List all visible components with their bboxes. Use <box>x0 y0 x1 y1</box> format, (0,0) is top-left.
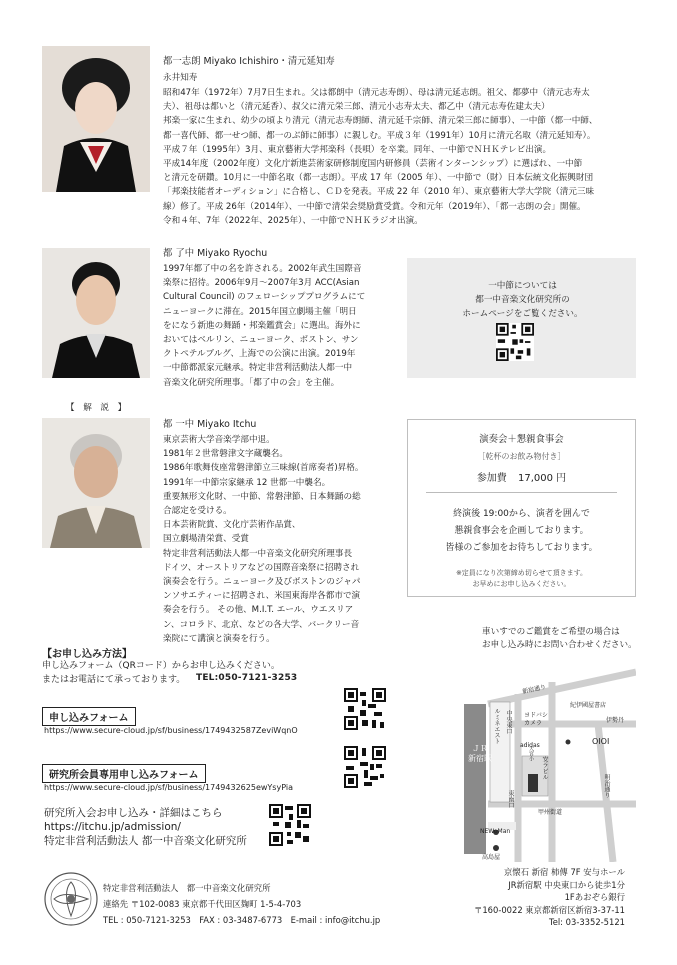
bio-line: 演奏会を行う。ニューヨーク及びボストンのジャパ <box>163 577 361 588</box>
bio-line: をになう新進の舞踊・邦楽鑑賞会」に選出。海外に <box>163 320 361 331</box>
bio-line: 国立劇場清栄賞、受賞 <box>163 534 249 545</box>
admission-qr-code[interactable] <box>269 804 311 846</box>
map-label-southeast-exit: 東南口 <box>507 790 514 808</box>
homepage-qr-code[interactable] <box>496 323 534 361</box>
map-label-oioi: OIOI <box>592 737 610 746</box>
venue-line: JR新宿駅 中央東口から徒歩1分 <box>508 879 625 890</box>
bio-line: 特定非営利活動法人都一中音楽文化研究所理事長 <box>163 548 353 559</box>
map-label-shinjuku-dori: 新宿通り <box>521 683 547 696</box>
bio-line: Cultural Council) のフェローシッププログラムにて <box>163 292 366 303</box>
bio-line: 平成14年度（2002年度）文化庁新進芸術家研修制度国内研修員（芸術インターンシップ）に選ばれ、一中節 <box>163 159 583 170</box>
event-subtitle: ［乾杯のお飲み物付き］ <box>477 452 566 461</box>
form2-qr-code[interactable] <box>344 746 386 788</box>
admission-line: 研究所入会お申し込み・詳細はこちら <box>44 807 223 819</box>
p3-name: 都 一中 Miyako Itchu <box>163 419 257 430</box>
map-note-line: 車いすでのご鑑賞をご希望の場合は <box>482 627 620 637</box>
bio-line: 令和４年、7年（2022年、2025年）、一中節でＮＨＫラジオ出演。 <box>163 215 423 226</box>
bio-line: 楽祭に招待。2006年9月～2007年3月 ACC(Asian <box>163 278 360 289</box>
venue-line: Tel: 03-3352-5121 <box>549 917 625 928</box>
form1-label: 申し込みフォーム <box>42 707 136 726</box>
admission-block <box>44 806 247 848</box>
bio-line: 合認定を受ける。 <box>163 506 232 517</box>
map-note <box>482 626 637 652</box>
bio-line: 昭和47年（1972年）7月7日生まれ。父は都朗中（清元志寿朗）、母は清元延志朗。祖父、都夢中（清元志寿太 <box>163 88 590 98</box>
map-label-meiji: 明治通り <box>603 774 610 798</box>
bio-line: 邦楽一家に生まれ、幼少の頃より清元（清元志寿朗師、清元延千宗師、清元栄三郎に師事）、一中節（都一中師、 <box>163 116 598 127</box>
note-line: ※定員になり次第締め切らせて頂きます。 <box>455 569 588 577</box>
bio-line: 東京芸術大学音楽学部中退。 <box>163 435 275 445</box>
bio-line: 1991年一中節宗家継承 12 世都一中襲名。 <box>163 477 331 488</box>
event-box <box>407 419 636 597</box>
p1-name: 都一志朗 Miyako Ichishiro・清元延知寿 <box>163 56 335 67</box>
map-label-east-exit: 中央東口 <box>505 710 512 734</box>
bio-line: 夫）、祖母は都いと（清元延香）、叔父に清元栄三郎、清元小志寿太夫、都乙中（清元志寿佐建太夫） <box>163 102 550 113</box>
info-line: 都一中音楽文化研究所の <box>475 295 570 306</box>
form1-url[interactable]: https://www.secure-cloud.jp/sf/business/1749432587ZeviWqnO <box>44 726 298 735</box>
bio-line: 奏会を行う。 その他、M.I.T. エール、ウエスリア <box>163 605 354 616</box>
info-box-text <box>408 279 637 322</box>
commentary-label: 【 解 説 】 <box>66 403 127 413</box>
form1-qr-code[interactable] <box>344 688 386 730</box>
bio-line: 「邦楽技能者オーディション」に合格し、ＣＤを発表。平成 22 年（2010 年）、東京藝術大学大学院（清元三味 <box>163 187 595 198</box>
map-note-line: お申し込み時にお問い合わせください。 <box>482 640 637 650</box>
bio-line: と清元を研鑽。10月に一中節名取（都一志朗）。平成 17 年（2005 年）、一中節で（財）日本伝統文化振興財団 <box>163 173 594 184</box>
map-label-jr-station: ＪＲ 新宿駅 <box>468 744 492 763</box>
note-line: お早めにお申し込みください。 <box>472 580 571 588</box>
portrait-ichishiro <box>42 46 150 192</box>
access-map <box>458 664 636 862</box>
p1-subname: 永井知寿 <box>163 73 198 83</box>
bio-line: ンソサエティーに招聘され、米国東海岸各都市で演 <box>163 591 361 602</box>
map-label-isetan: 伊勢丹 <box>606 717 625 724</box>
p3-bio <box>163 433 385 646</box>
venue-line: 京懐石 新宿 柿傳 7F 安与ホール <box>503 867 625 877</box>
bio-line: 一中節都派家元継承。特定非営利活動法人都一中 <box>163 363 353 374</box>
bio-line: 1981年２世常磐津文字蔵襲名。 <box>163 449 288 460</box>
bio-line: 1997年都了中の名を許される。2002年武生国際音 <box>163 264 362 274</box>
footer-contact: 連絡先 〒102-0083 東京都千代田区麹町 1-5-4-703 <box>103 899 302 909</box>
event-description <box>408 506 635 557</box>
map-label-kinokuniya: 紀伊國屋書店 <box>570 702 607 709</box>
apply-line: またはお電話にて承っております。 <box>42 675 186 685</box>
info-box <box>407 258 636 378</box>
org-crest-logo <box>42 870 100 928</box>
event-notes <box>408 568 635 590</box>
footer-org: 特定非営利活動法人 都一中音楽文化研究所 <box>103 883 271 893</box>
portrait-ryochu <box>42 248 150 378</box>
event-line: 懇親食事会を企画しております。 <box>454 526 589 536</box>
map-label-otakiba: 大宮小 <box>528 746 534 761</box>
apply-heading: 【お申し込み方法】 <box>42 649 132 660</box>
event-divider <box>426 492 617 493</box>
bio-line: ドイツ、オーストリアなどの国際音楽祭に招聘され <box>163 562 360 573</box>
map-label-takashimaya: 高島屋 <box>482 854 501 861</box>
bio-line: 都一喜代師、都一せつ師、都一のぶ師に師事）に親しむ。平成３年（1991年）10月に清元名取（清元延知寿）。 <box>163 130 596 141</box>
bio-line: 線）修了。平成 26年（2014年）、一中節で清栄会奨励賞受賞。令和元年（2019年）、「都一志朗の会」開催。 <box>163 201 586 212</box>
bio-line: 音楽文化研究所理事。「都了中の会」を主催。 <box>163 377 340 388</box>
bio-line: ニューヨークに滞在。2015年国立劇場主催「明日 <box>163 306 357 317</box>
map-label-yodobashi: ヨドバシ カメラ <box>524 712 548 727</box>
form2-url[interactable]: https://www.secure-cloud.jp/sf/business/1749432625ewYsyPia <box>44 783 293 792</box>
bio-line: 楽院にて講演と演奏を行う。 <box>163 633 275 644</box>
map-label-yasura: 安ラビル <box>541 756 548 780</box>
p2-name: 都 了中 Miyako Ryochu <box>163 248 268 259</box>
admission-line: 特定非営利活動法人 都一中音楽文化研究所 <box>44 835 247 847</box>
map-label-koshu: 甲州街道 <box>538 809 563 816</box>
bio-line: 日本芸術院賞、文化庁芸術作品賞、 <box>163 520 301 531</box>
fee-amount: 17,000 円 <box>518 473 567 484</box>
info-line: ホームページをご覧ください。 <box>462 309 583 320</box>
info-line: 一中節については <box>488 281 557 291</box>
event-title: 演奏会＋懇親食事会 <box>479 434 564 445</box>
map-label-adidas: adidas <box>520 742 540 749</box>
event-line: 終演後 19:00から、演者を囲んで <box>453 509 590 519</box>
map-label-newoman: NEWoMan <box>480 828 511 835</box>
venue-line: 〒160-0022 東京都新宿区新宿3-37-11 <box>473 904 625 915</box>
bio-line: 重要無形文化財、一中節、常磐津節、日本舞踊の総 <box>163 491 361 502</box>
portrait-itchu <box>42 418 150 548</box>
bio-line: ン、コロラド、北京、などの各大学、バークリー音 <box>163 619 360 630</box>
bio-line: おいてはベルリン、ニューヨーク、ボストン、サン <box>163 335 359 346</box>
bio-line: クトペテルブルグ、上海での公演に出演。2019年 <box>163 349 356 360</box>
admission-line: https://itchu.jp/admission/ <box>44 821 181 833</box>
p2-bio <box>163 262 383 390</box>
venue-info <box>430 866 625 929</box>
footer-phones: TEL : 050-7121-3253 FAX : 03-3487-6773 E-mail : info@itchu.jp <box>103 915 381 925</box>
event-line: 皆様のご参加をお待ちしております。 <box>445 543 598 553</box>
apply-tel: TEL:050-7121-3253 <box>196 673 298 683</box>
bio-line: 平成７年（1995年）3月、東京藝術大学邦楽科（長唄）を卒業。同年、一中節でＮＨＫテレビ出演。 <box>163 144 552 155</box>
venue-line: 1Fあおぞら銀行 <box>564 892 625 903</box>
form2-label: 研究所会員専用申し込みフォーム <box>42 764 206 783</box>
fee-label: 参加費 <box>476 473 507 484</box>
apply-line: 申し込みフォーム（QRコード）からお申し込みください。 <box>42 661 280 671</box>
map-label-lumine: ルミネエスト <box>493 708 500 744</box>
p1-bio <box>163 86 643 228</box>
bio-line: 1986年歌舞伎座常磐津節立三味線(首席奏者)昇格。 <box>163 463 364 474</box>
